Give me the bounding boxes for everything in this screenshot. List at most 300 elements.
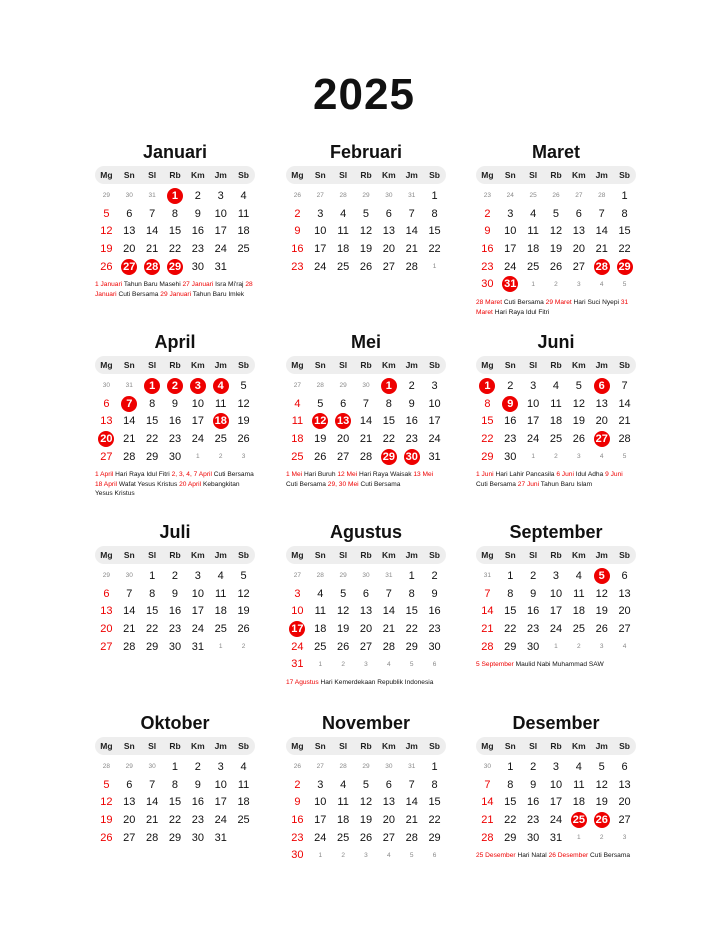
day: 25 <box>314 640 327 653</box>
day: 17 <box>549 796 563 809</box>
adjacent-month-day: 27 <box>293 572 302 580</box>
day: 1 <box>431 760 438 773</box>
adjacent-month-day: 1 <box>531 280 535 288</box>
day: 3 <box>530 379 537 392</box>
day: 20 <box>337 432 350 445</box>
day: 21 <box>123 432 136 445</box>
adjacent-month-day: 4 <box>387 851 391 859</box>
weekday-label: Sb <box>619 550 631 560</box>
day: 5 <box>240 569 247 582</box>
sunday-day: 27 <box>100 450 113 463</box>
adjacent-month-day: 2 <box>241 643 246 651</box>
weekday-label: Km <box>572 360 586 370</box>
adjacent-month-day: 30 <box>148 763 156 771</box>
day: 20 <box>359 622 373 635</box>
day: 9 <box>530 778 537 791</box>
adjacent-month-day: 1 <box>196 453 200 461</box>
day: 14 <box>123 415 136 428</box>
holiday-date: 28 Januari <box>95 281 253 298</box>
holiday-date: 26 Desember <box>548 852 589 860</box>
holiday-date: 1 April <box>95 471 114 479</box>
adjacent-month-day: 5 <box>622 280 627 288</box>
weekday-label: Sl <box>339 741 348 751</box>
weekday-label: Sl <box>148 550 157 560</box>
day: 2 <box>194 189 201 202</box>
sunday-day: 19 <box>100 813 113 826</box>
day: 17 <box>314 242 327 255</box>
day: 3 <box>317 207 324 220</box>
holiday-label: Tahun Baru Imlek <box>192 290 245 298</box>
weekday-label: Sb <box>429 170 441 180</box>
day: 4 <box>317 587 324 600</box>
day: 26 <box>237 432 250 445</box>
day-grid <box>286 567 446 673</box>
day: 23 <box>168 622 182 635</box>
day: 16 <box>191 796 204 809</box>
adjacent-month-day: 27 <box>575 192 583 200</box>
weekday-label: Sn <box>123 360 135 370</box>
day: 29 <box>504 640 517 653</box>
month-name: September <box>509 522 603 542</box>
month-name: November <box>321 713 411 733</box>
holiday-notes <box>286 678 446 688</box>
sunday-day: 30 <box>481 278 494 291</box>
adjacent-month-day: 30 <box>125 192 133 200</box>
adjacent-month-day: 25 <box>529 192 537 200</box>
day: 12 <box>359 225 373 238</box>
day-grid <box>95 187 255 275</box>
holiday-day: 6 <box>590 377 613 395</box>
weekday-label: Km <box>382 741 396 751</box>
day: 17 <box>214 796 227 809</box>
holiday-date: 27 Juni <box>517 480 540 488</box>
day-grid <box>286 758 446 864</box>
day-grid <box>286 377 446 465</box>
day: 24 <box>504 260 517 273</box>
weekday-label: Km <box>382 170 396 180</box>
holiday-notes <box>95 280 255 299</box>
day: 25 <box>214 622 227 635</box>
sunday-day: 15 <box>481 415 494 428</box>
day: 16 <box>168 605 182 618</box>
day: 16 <box>405 415 418 428</box>
adjacent-month-day: 28 <box>102 763 111 771</box>
sunday-day: 30 <box>291 849 304 862</box>
day: 6 <box>126 778 133 791</box>
sunday-day: 13 <box>100 605 113 618</box>
sunday-day: 23 <box>481 260 494 273</box>
adjacent-month-day: 30 <box>385 763 393 771</box>
day: 4 <box>552 379 560 392</box>
adjacent-month-day: 29 <box>102 572 111 580</box>
adjacent-month-day: 30 <box>483 763 492 771</box>
weekday-label: Jm <box>405 360 418 370</box>
weekday-label: Sl <box>529 550 538 560</box>
weekday-label: Mg <box>291 170 304 180</box>
day: 13 <box>595 397 608 410</box>
sunday-day: 5 <box>103 778 110 791</box>
day: 11 <box>527 225 539 238</box>
day: 9 <box>408 397 415 410</box>
day: 24 <box>549 622 563 635</box>
weekday-label: Sn <box>504 550 516 560</box>
adjacent-month-day: 28 <box>316 572 324 580</box>
day: 18 <box>314 622 327 635</box>
sunday-day: 5 <box>103 207 110 220</box>
weekday-header <box>476 356 636 374</box>
sunday-day: 14 <box>481 796 494 809</box>
day: 6 <box>126 207 133 220</box>
day: 11 <box>215 397 227 410</box>
sunday-day: 4 <box>294 397 301 410</box>
adjacent-month-day: 6 <box>432 660 437 668</box>
holiday-label: Cuti Bersama <box>286 480 326 488</box>
weekday-label: Sb <box>619 170 631 180</box>
sunday-day: 16 <box>291 813 304 826</box>
day: 14 <box>123 605 136 618</box>
weekday-label: Rb <box>360 550 372 560</box>
day: 7 <box>149 207 156 220</box>
weekday-label: Sn <box>314 170 326 180</box>
holiday-label: Isra Mi'raj <box>215 281 244 289</box>
day: 24 <box>191 432 204 445</box>
sunday-day: 16 <box>291 242 304 255</box>
adjacent-month-day: 3 <box>599 643 604 651</box>
adjacent-month-day: 27 <box>293 382 302 390</box>
adjacent-month-day: 5 <box>409 660 414 668</box>
day: 4 <box>575 569 582 582</box>
day: 7 <box>126 587 133 600</box>
day: 5 <box>575 379 582 392</box>
weekday-label: Sl <box>148 360 157 370</box>
day: 6 <box>385 778 392 791</box>
day: 13 <box>572 225 585 238</box>
adjacent-month-day: 26 <box>552 192 560 200</box>
weekday-header <box>286 737 446 755</box>
weekday-label: Sl <box>339 550 348 560</box>
day: 8 <box>171 778 179 791</box>
sunday-day: 19 <box>100 242 113 255</box>
weekday-label: Sl <box>339 360 348 370</box>
weekday-label: Sb <box>238 360 250 370</box>
day: 8 <box>149 587 156 600</box>
weekday-label: Sn <box>123 550 135 560</box>
day: 21 <box>595 242 608 255</box>
day: 18 <box>237 796 250 809</box>
day: 2 <box>408 379 415 392</box>
weekday-label: Rb <box>360 170 372 180</box>
weekday-label: Jm <box>405 170 418 180</box>
adjacent-month-day: 31 <box>408 192 416 200</box>
day: 23 <box>191 242 204 255</box>
day: 20 <box>382 813 395 826</box>
day: 20 <box>123 813 136 826</box>
holiday-label: Maulid Nabi Muhammad SAW <box>515 661 604 669</box>
day: 15 <box>618 225 631 238</box>
weekday-label: Km <box>191 360 205 370</box>
weekday-label: Jm <box>214 360 227 370</box>
day: 1 <box>408 569 415 582</box>
day: 20 <box>382 242 395 255</box>
day: 2 <box>507 379 514 392</box>
adjacent-month-day: 1 <box>218 643 223 651</box>
day: 20 <box>572 242 585 255</box>
holiday-day: 27 <box>123 260 136 273</box>
weekday-label: Mg <box>291 741 304 751</box>
day: 3 <box>317 778 324 791</box>
sunday-day: 11 <box>291 415 304 428</box>
holiday-label: Cuti Bersama <box>590 852 630 860</box>
weekday-header <box>95 356 255 374</box>
day: 11 <box>550 397 562 410</box>
holiday-label: Hari Natal <box>517 852 547 860</box>
sunday-day: 31 <box>291 658 304 671</box>
day: 6 <box>362 587 370 600</box>
day: 10 <box>314 796 327 809</box>
day: 25 <box>549 432 563 445</box>
weekday-label: Jm <box>214 741 227 751</box>
weekday-label: Sn <box>314 741 326 751</box>
day: 4 <box>575 760 582 773</box>
holiday-notes <box>476 470 636 489</box>
holiday-label: Hari Raya Idul Fitri <box>115 471 170 479</box>
day: 16 <box>191 225 204 238</box>
holiday-date: 25 Desember <box>476 852 516 860</box>
adjacent-month-day: 3 <box>577 453 581 461</box>
day: 17 <box>314 813 327 826</box>
sunday-day: 25 <box>291 450 304 463</box>
sunday-day: 12 <box>100 225 113 238</box>
month-name: Januari <box>142 142 208 162</box>
day: 11 <box>573 778 585 791</box>
day: 18 <box>237 225 250 238</box>
day: 27 <box>382 260 395 273</box>
weekday-label: Sn <box>314 360 326 370</box>
day: 8 <box>385 397 392 410</box>
day: 10 <box>314 225 327 238</box>
day: 28 <box>123 450 136 463</box>
day: 8 <box>171 207 179 220</box>
day: 22 <box>405 622 418 635</box>
day: 10 <box>191 397 204 410</box>
weekday-label: Sn <box>123 170 135 180</box>
day: 14 <box>146 225 159 238</box>
weekday-label: Jm <box>595 170 608 180</box>
day: 10 <box>214 778 227 791</box>
day: 25 <box>237 242 250 255</box>
day: 29 <box>428 831 441 844</box>
holiday-date: 28 Maret <box>476 299 503 307</box>
sunday-day: 13 <box>100 415 113 428</box>
weekday-label: Jm <box>405 550 418 560</box>
holiday-day: 1 <box>377 377 400 395</box>
weekday-label: Sb <box>238 741 250 751</box>
day: 17 <box>549 605 563 618</box>
holiday-date: 29 Januari <box>160 290 192 298</box>
holiday-label: Cuti Bersama <box>213 471 254 479</box>
sunday-day: 7 <box>484 587 491 600</box>
day: 15 <box>146 415 159 428</box>
month-juli <box>95 521 255 655</box>
day: 12 <box>337 605 350 618</box>
day: 16 <box>428 605 441 618</box>
weekday-label: Mg <box>100 741 113 751</box>
holiday-day: 30 <box>405 450 418 463</box>
weekday-label: Jm <box>214 550 227 560</box>
holiday-label: Hari Suci Nyepi <box>573 299 619 307</box>
day: 21 <box>123 622 136 635</box>
holiday-label: Cuti Bersama <box>476 480 516 488</box>
weekday-label: Mg <box>481 550 494 560</box>
day: 9 <box>194 207 201 220</box>
day: 30 <box>527 831 540 844</box>
holiday-label: Cuti Bersama <box>503 299 544 307</box>
adjacent-month-day: 1 <box>554 643 558 651</box>
day: 15 <box>428 796 441 809</box>
month-name: Oktober <box>140 713 210 733</box>
sunday-day: 9 <box>294 796 301 809</box>
day: 22 <box>168 813 182 826</box>
month-april <box>95 331 255 499</box>
month-oktober <box>95 712 255 846</box>
weekday-label: Rb <box>169 360 181 370</box>
month-mei <box>286 331 446 489</box>
holiday-day: 25 <box>572 813 585 826</box>
day: 26 <box>572 432 585 445</box>
day: 14 <box>382 605 395 618</box>
day: 9 <box>530 587 537 600</box>
holiday-day: 29 <box>382 450 395 463</box>
month-agustus <box>286 521 446 688</box>
adjacent-month-day: 26 <box>293 192 302 200</box>
day: 25 <box>214 432 227 445</box>
day: 15 <box>428 225 441 238</box>
day: 9 <box>171 587 179 600</box>
day: 24 <box>191 622 204 635</box>
day: 3 <box>217 189 224 202</box>
holiday-day: 5 <box>590 567 613 585</box>
day: 23 <box>527 813 540 826</box>
day: 7 <box>149 778 156 791</box>
day: 19 <box>237 415 250 428</box>
day: 4 <box>530 207 537 220</box>
sunday-day: 26 <box>100 260 113 273</box>
adjacent-month-day: 6 <box>432 851 437 859</box>
day: 7 <box>362 397 370 410</box>
holiday-day: 9 <box>499 395 522 413</box>
day: 18 <box>337 242 350 255</box>
day: 28 <box>618 432 631 445</box>
day: 24 <box>214 813 227 826</box>
weekday-label: Sl <box>529 741 538 751</box>
adjacent-month-day: 2 <box>341 660 345 668</box>
day: 7 <box>598 207 605 220</box>
sunday-day: 2 <box>484 207 491 220</box>
day: 5 <box>552 207 560 220</box>
adjacent-month-day: 31 <box>148 192 156 200</box>
day: 27 <box>618 813 631 826</box>
month-name: Mei <box>350 332 381 352</box>
day: 5 <box>317 397 324 410</box>
holiday-notes <box>286 470 446 489</box>
day: 10 <box>191 587 204 600</box>
day: 19 <box>549 242 563 255</box>
day: 28 <box>405 831 418 844</box>
weekday-label: Sl <box>339 170 348 180</box>
day: 29 <box>168 831 182 844</box>
holiday-date: 12 Mei <box>337 471 358 479</box>
day: 6 <box>621 760 628 773</box>
day: 25 <box>527 260 540 273</box>
day: 17 <box>428 415 441 428</box>
day: 19 <box>337 622 350 635</box>
day: 13 <box>123 796 136 809</box>
sunday-day: 26 <box>100 831 113 844</box>
day: 23 <box>527 622 540 635</box>
day: 28 <box>382 640 395 653</box>
day: 23 <box>428 622 441 635</box>
adjacent-month-day: 30 <box>125 572 133 580</box>
adjacent-month-day: 3 <box>364 660 368 668</box>
day: 11 <box>237 207 250 220</box>
holiday-date: 18 April <box>95 480 117 488</box>
day: 3 <box>217 760 224 773</box>
adjacent-month-day: 2 <box>341 851 345 859</box>
day: 14 <box>595 225 608 238</box>
day: 22 <box>382 432 395 445</box>
adjacent-month-day: 29 <box>362 192 370 200</box>
day: 22 <box>504 813 517 826</box>
holiday-day: 28 <box>146 260 159 273</box>
weekday-label: Sl <box>148 741 157 751</box>
day: 15 <box>168 225 182 238</box>
holiday-date: 1 Mei <box>286 471 303 479</box>
month-name: Desember <box>512 713 600 733</box>
adjacent-month-day: 28 <box>316 382 324 390</box>
holiday-date: 13 Mei <box>413 471 434 479</box>
day: 16 <box>527 796 540 809</box>
day: 27 <box>123 831 136 844</box>
day: 8 <box>621 207 628 220</box>
day: 28 <box>405 260 418 273</box>
holiday-day: 12 <box>314 415 327 428</box>
adjacent-month-day: 30 <box>362 382 370 390</box>
adjacent-month-day: 3 <box>622 834 627 842</box>
weekday-header <box>95 166 255 184</box>
adjacent-month-day: 2 <box>554 280 558 288</box>
weekday-label: Jm <box>214 170 227 180</box>
holiday-date: 31 Maret <box>476 299 629 316</box>
day: 4 <box>240 760 247 773</box>
sunday-day: 27 <box>100 640 113 653</box>
month-name: Maret <box>531 142 580 162</box>
day-grid <box>476 377 636 465</box>
sunday-day: 8 <box>484 397 491 410</box>
day: 28 <box>123 640 136 653</box>
sunday-day: 14 <box>481 605 494 618</box>
day: 10 <box>504 225 517 238</box>
day: 7 <box>385 587 392 600</box>
sunday-day: 18 <box>291 432 304 445</box>
day: 28 <box>359 450 373 463</box>
adjacent-month-day: 4 <box>599 453 604 461</box>
day: 24 <box>314 831 327 844</box>
day: 13 <box>382 225 395 238</box>
adjacent-month-day: 31 <box>483 572 492 580</box>
day: 1 <box>431 189 438 202</box>
day: 26 <box>359 260 373 273</box>
weekday-label: Jm <box>405 741 418 751</box>
